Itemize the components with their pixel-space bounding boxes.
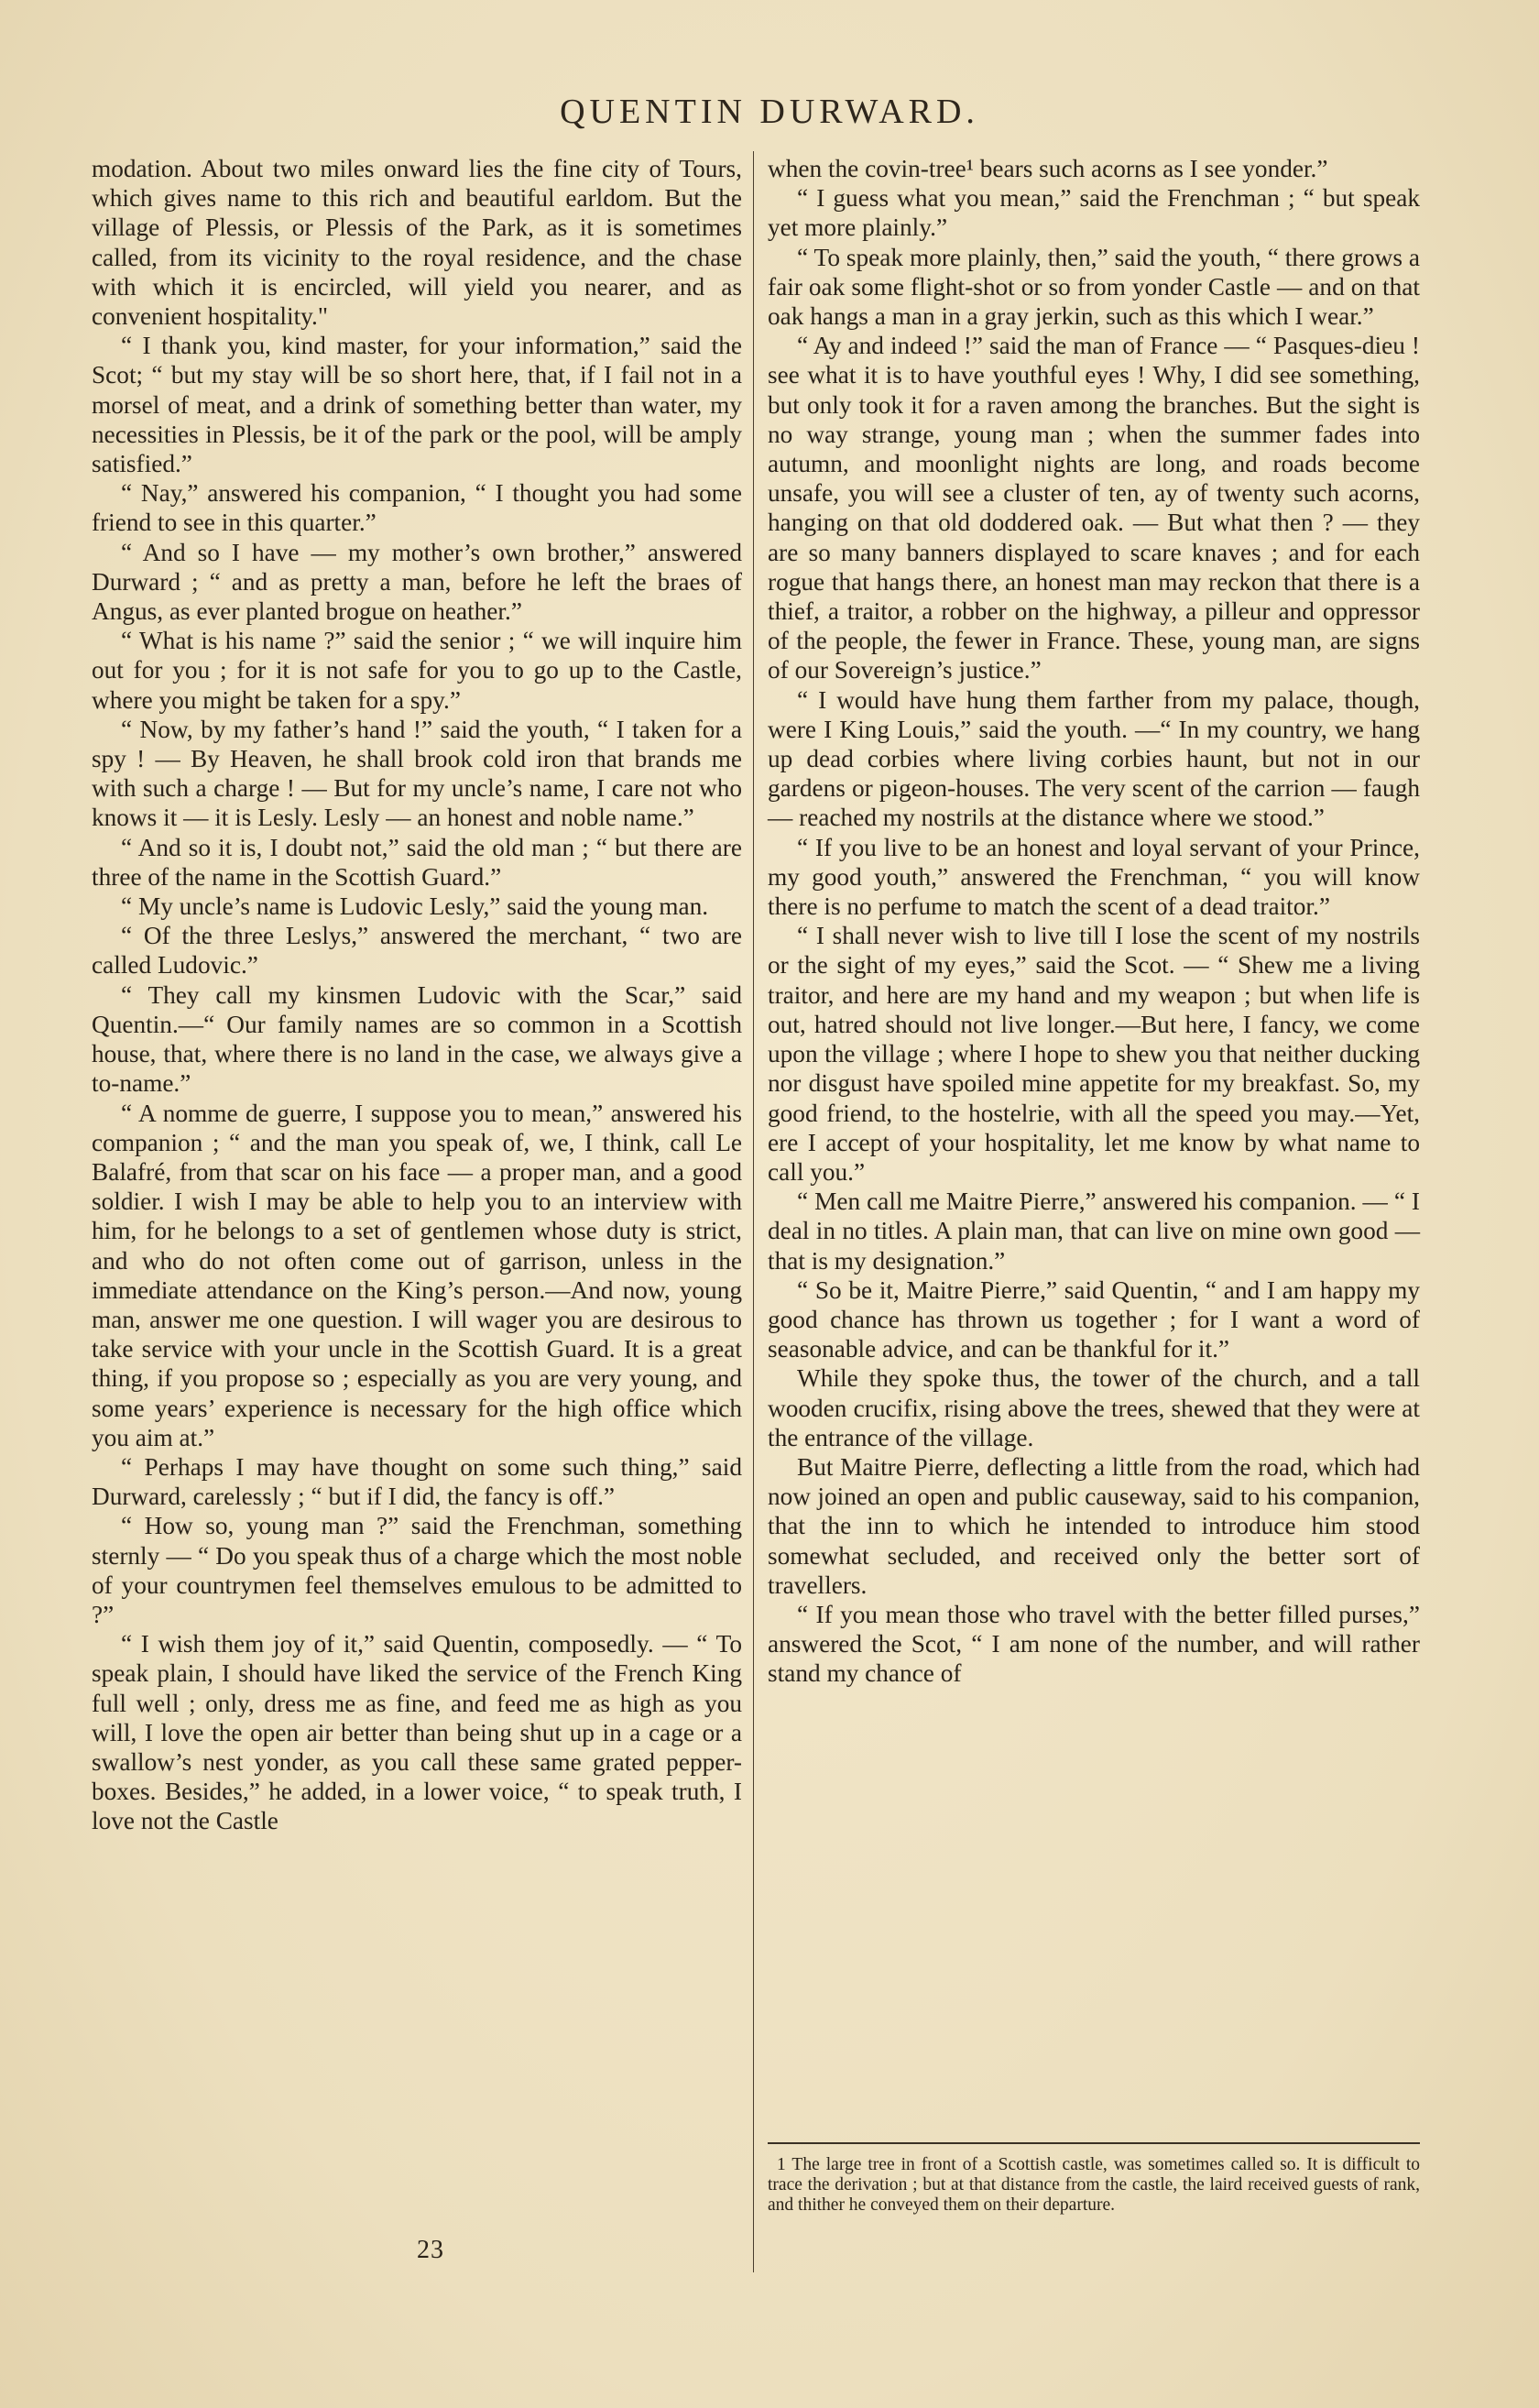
footnote: 1 The large tree in front of a Scottish castle, was sometimes called so. It is difficult to trace the derivation ; but at that distance from the castle, the laird received guests of rank, and thither he conveyed them on their departure. [768,2155,1420,2215]
paragraph: “ If you live to be an honest and loyal servant of your Prince, my good youth,” answered the Frenchman, “ you will know there is no perfume to match the scent of a dead traitor.” [768,833,1420,921]
paragraph: “ And so it is, I doubt not,” said the old man ; “ but there are three of the name in the Scottish Guard.” [92,833,742,891]
paragraph: “ Perhaps I may have thought on some such thing,” said Durward, carelessly ; “ but if I did, the fancy is off.” [92,1452,742,1511]
paragraph: “ I would have hung them farther from my palace, though, were I King Louis,” said the youth. —“ In my country, we hang up dead corbies where living corbies haunt, but not in our gardens or pigeon-houses. The very scent of the carrion — faugh — reached my nostrils at the distance where we stood.” [768,685,1420,832]
paragraph: “ They call my kinsmen Ludovic with the Scar,” said Quentin.—“ Our family names are so common in a Scottish house, that, where there is no land in the case, we always give a to-name.” [92,980,742,1098]
paragraph: “ Nay,” answered his companion, “ I thought you had some friend to see in this quarter.” [92,479,742,537]
paragraph: “ How so, young man ?” said the Frenchman, something sternly — “ Do you speak thus of a charge which the most noble of your countrymen feel themselves emulous to be admitted to ?” [92,1512,742,1628]
paragraph: “ To speak more plainly, then,” said the youth, “ there grows a fair oak some flight-shot or so from yonder Castle — and on that oak hangs a man in a gray jerkin, such as this which I wear.” [768,243,1420,331]
paragraph: While they spoke thus, the tower of the church, and a tall wooden crucifix, rising above the trees, shewed that they were at the entrance of the village. [768,1364,1420,1451]
paragraph: modation. About two miles onward lies the fine city of Tours, which gives name to this rich and beautiful earldom. But the village of Plessis, or Plessis of the Park, as it is sometimes called, from its vicinity to the royal residence, and the chase with which it is encircled, will yield you nearer, and as convenient hospitality." [92,155,742,331]
paragraph: “ Now, by my father’s hand !” said the youth, “ I taken for a spy ! — By Heaven, he shall brook cold iron that brands me with such a charge ! — But for my uncle’s name, I care not who knows it — it is Lesly. Lesly — an honest and noble name.” [92,715,742,832]
paragraph: “ I guess what you mean,” said the Frenchman ; “ but speak yet more plainly.” [768,184,1420,242]
paragraph: “ If you mean those who travel with the better filled purses,” answered the Scot, “ I am none of the number, and will rather stand my chance of [768,1600,1420,1688]
paragraph: But Maitre Pierre, deflecting a little from the road, which had now joined an open and public causeway, said to his companion, that the inn to which he intended to introduce him stood somewhat secluded, and received only the better sort of travellers. [768,1452,1420,1599]
paragraph: “ Of the three Leslys,” answered the merchant, “ two are called Ludovic.” [92,922,742,980]
right-column [768,154,1420,1689]
paragraph: when the covin-tree¹ bears such acorns as I see yonder.” [768,155,1328,182]
page-number: 23 [417,2236,444,2264]
footnote-block [768,2142,1420,2216]
paragraph: “ My uncle’s name is Ludovic Lesly,” said the young man. [121,892,709,921]
paragraph: “ A nomme de guerre, I suppose you to mean,” answered his companion ; “ and the man you speak of, we, I think, call Le Balafré, from that scar on his face — a proper man, and a good soldier. I wish I may be able to help you to an interview with him, for he belongs to a set of gentlemen whose duty is strict, and who do not often come out of garrison, unless in the immediate attendance on the King’s person.—And now, young man, answer me one question. I will wager you are desirous to take service with your uncle in the Scottish Guard. It is a great thing, if you propose so ; especially as you are very young, and some years’ experience is necessary for the high office which you aim at.” [92,1099,742,1451]
paragraph: “ I wish them joy of it,” said Quentin, composedly. — “ To speak plain, I should have liked the service of the French King full well ; only, dress me as fine, and feed me as high as you will, I love the open air better than being shut up in a cage or a swallow’s nest yonder, as you call these same grated pepper-boxes. Besides,” he added, in a lower voice, “ to speak truth, I love not the Castle [92,1630,742,1835]
paragraph: “ I thank you, kind master, for your information,” said the Scot; “ but my stay will be so short here, that, if I fail not in a morsel of meat, and a drink of something better than water, my necessities in Plessis, be it of the park or the pool, will be amply satisfied.” [92,332,742,478]
left-column [92,154,742,1836]
paragraph: “ What is his name ?” said the senior ; “ we will inquire him out for you ; for it is not safe for you to go up to the Castle, where you might be taken for a spy.” [92,627,742,714]
paragraph: “ Men call me Maitre Pierre,” answered his companion. — “ I deal in no titles. A plain man, that can live on mine own good — that is my designation.” [768,1188,1420,1275]
paragraph: “ So be it, Maitre Pierre,” said Quentin, “ and I am happy my good chance has thrown us together ; for I want a word of seasonable advice, and can be thankful for it.” [768,1275,1420,1363]
column-divider [753,151,754,2272]
paragraph: “ I shall never wish to live till I lose the scent of my nostrils or the sight of my eyes,” said the Scot. — “ Shew me a living traitor, and here are my hand and my weapon ; but when life is out, hatred should not live longer.—But here, I fancy, we come upon the village ; where I hope to shew you that neither ducking nor disgust have spoiled mine appetite for my breakfast. So, my good friend, to the hostelrie, with all the speed you may.—Yet, ere I accept of your hospitality, let me know by what name to call you.” [768,922,1420,1186]
paragraph: “ Ay and indeed !” said the man of France — “ Pasques-dieu ! see what it is to have youthful eyes ! Why, I did see something, but only took it for a raven among the branches. But the sight is no way strange, young man ; when the summer fades into autumn, and moonlight nights are long, and roads become unsafe, you will see a cluster of ten, ay of twenty such acorns, hanging on that old doddered oak. — But what then ? — they are so many banners displayed to scare knaves ; and for each rogue that hangs there, an honest man may reckon that there is a thief, a traitor, a robber on the highway, a pilleur and oppressor of the people, the fewer in France. These, young man, are signs of our Sovereign’s justice.” [768,332,1420,684]
running-head: QUENTIN DURWARD. [560,93,979,131]
paragraph: “ And so I have — my mother’s own brother,” answered Durward ; “ and as pretty a man, before he left the braes of Angus, as ever planted brogue on heather.” [92,538,742,626]
